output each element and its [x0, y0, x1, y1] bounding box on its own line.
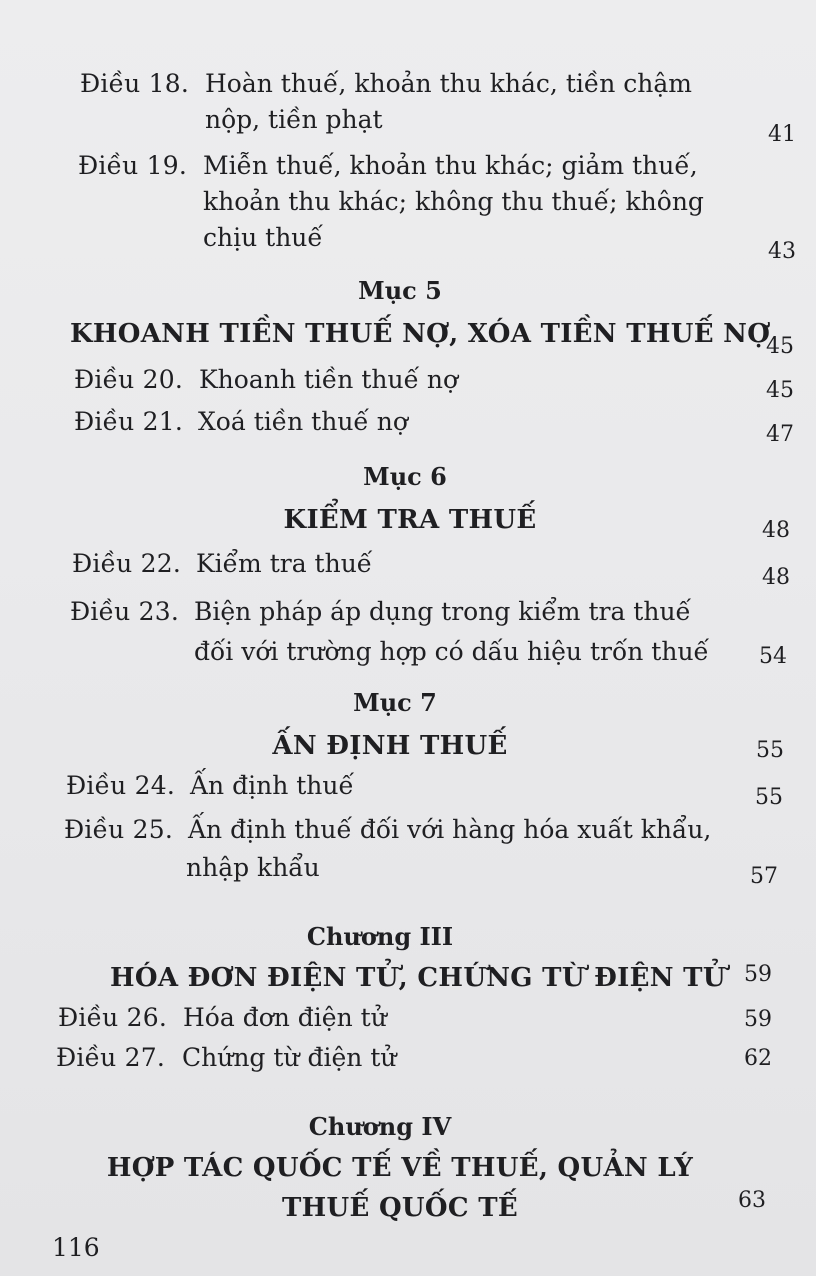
toc-entry-title: Hoàn thuế, khoản thu khác, tiền chậm	[205, 69, 693, 98]
toc-entry-title: Chứng từ điện tử	[182, 1043, 397, 1072]
toc-page-number: 48	[762, 565, 790, 590]
toc-page-number: 62	[744, 1046, 772, 1071]
toc-entry-title: Ấn định thuế	[190, 771, 354, 800]
toc-page-number: 55	[755, 785, 783, 810]
chapter-title: HỢP TÁC QUỐC TẾ VỀ THUẾ, QUẢN LÝ	[106, 1153, 694, 1183]
toc-entry-title-cont: đối với trường hợp có dấu hiệu trốn thuế	[194, 637, 709, 666]
toc-page-number: 55	[756, 738, 784, 763]
toc-page-number: 48	[762, 518, 790, 543]
toc-page-number: 43	[768, 239, 796, 264]
toc-entry-title: Khoanh tiền thuế nợ	[199, 365, 459, 394]
toc-entry-label: Điều 18.	[80, 69, 189, 98]
toc-entry-label: Điều 23.	[70, 597, 179, 626]
toc-page-number: 63	[738, 1188, 766, 1213]
toc-page-number: 41	[768, 122, 796, 147]
toc-page-number: 45	[766, 334, 794, 359]
toc-entry-label: Điều 27.	[56, 1043, 165, 1072]
toc-entry-title: Ấn định thuế đối với hàng hóa xuất khẩu,	[188, 815, 712, 844]
toc-entry-title: Hóa đơn điện tử	[183, 1003, 387, 1032]
page-folio-number: 116	[52, 1233, 100, 1262]
toc-page-number: 47	[766, 422, 794, 447]
section-heading: Mục 6	[363, 462, 447, 491]
toc-entry-title: Biện pháp áp dụng trong kiểm tra thuế	[194, 597, 691, 626]
section-heading: Mục 5	[358, 276, 442, 305]
toc-entry-label: Điều 21.	[74, 407, 183, 436]
toc-entry-title-cont: khoản thu khác; không thu thuế; không	[203, 187, 704, 216]
chapter-title-cont: THUẾ QUỐC TẾ	[282, 1193, 518, 1223]
toc-entry-title-cont: nhập khẩu	[186, 853, 320, 882]
toc-entry-title: Kiểm tra thuế	[196, 549, 373, 578]
toc-entry-title-cont: nộp, tiền phạt	[205, 105, 383, 134]
toc-page-number: 45	[766, 378, 794, 403]
section-heading: Mục 7	[353, 688, 437, 717]
toc-entry-label: Điều 24.	[66, 771, 175, 800]
toc-entry-label: Điều 25.	[64, 815, 173, 844]
toc-page-number: 54	[759, 644, 787, 669]
chapter-heading: Chương III	[306, 922, 454, 951]
toc-entry-title: Xoá tiền thuế nợ	[198, 407, 408, 436]
section-title: KHOANH TIỀN THUẾ NỢ, XÓA TIỀN THUẾ NỢ	[70, 319, 771, 349]
chapter-heading: Chương IV	[308, 1112, 452, 1141]
section-title: KIỂM TRA THUẾ	[283, 505, 537, 535]
toc-entry-label: Điều 22.	[72, 549, 181, 578]
toc-entry-label: Điều 19.	[78, 151, 187, 180]
toc-page-number: 59	[744, 1007, 772, 1032]
toc-page-number: 59	[744, 962, 772, 987]
toc-entry-title-cont: chịu thuế	[203, 223, 323, 252]
section-title: ẤN ĐỊNH THUẾ	[272, 731, 508, 761]
toc-entry-title: Miễn thuế, khoản thu khác; giảm thuế,	[203, 151, 698, 180]
toc-entry-label: Điều 20.	[74, 365, 183, 394]
toc-entry-label: Điều 26.	[58, 1003, 167, 1032]
toc-page-number: 57	[750, 864, 778, 889]
chapter-title: HÓA ĐƠN ĐIỆN TỬ, CHỨNG TỪ ĐIỆN TỬ	[110, 963, 726, 993]
